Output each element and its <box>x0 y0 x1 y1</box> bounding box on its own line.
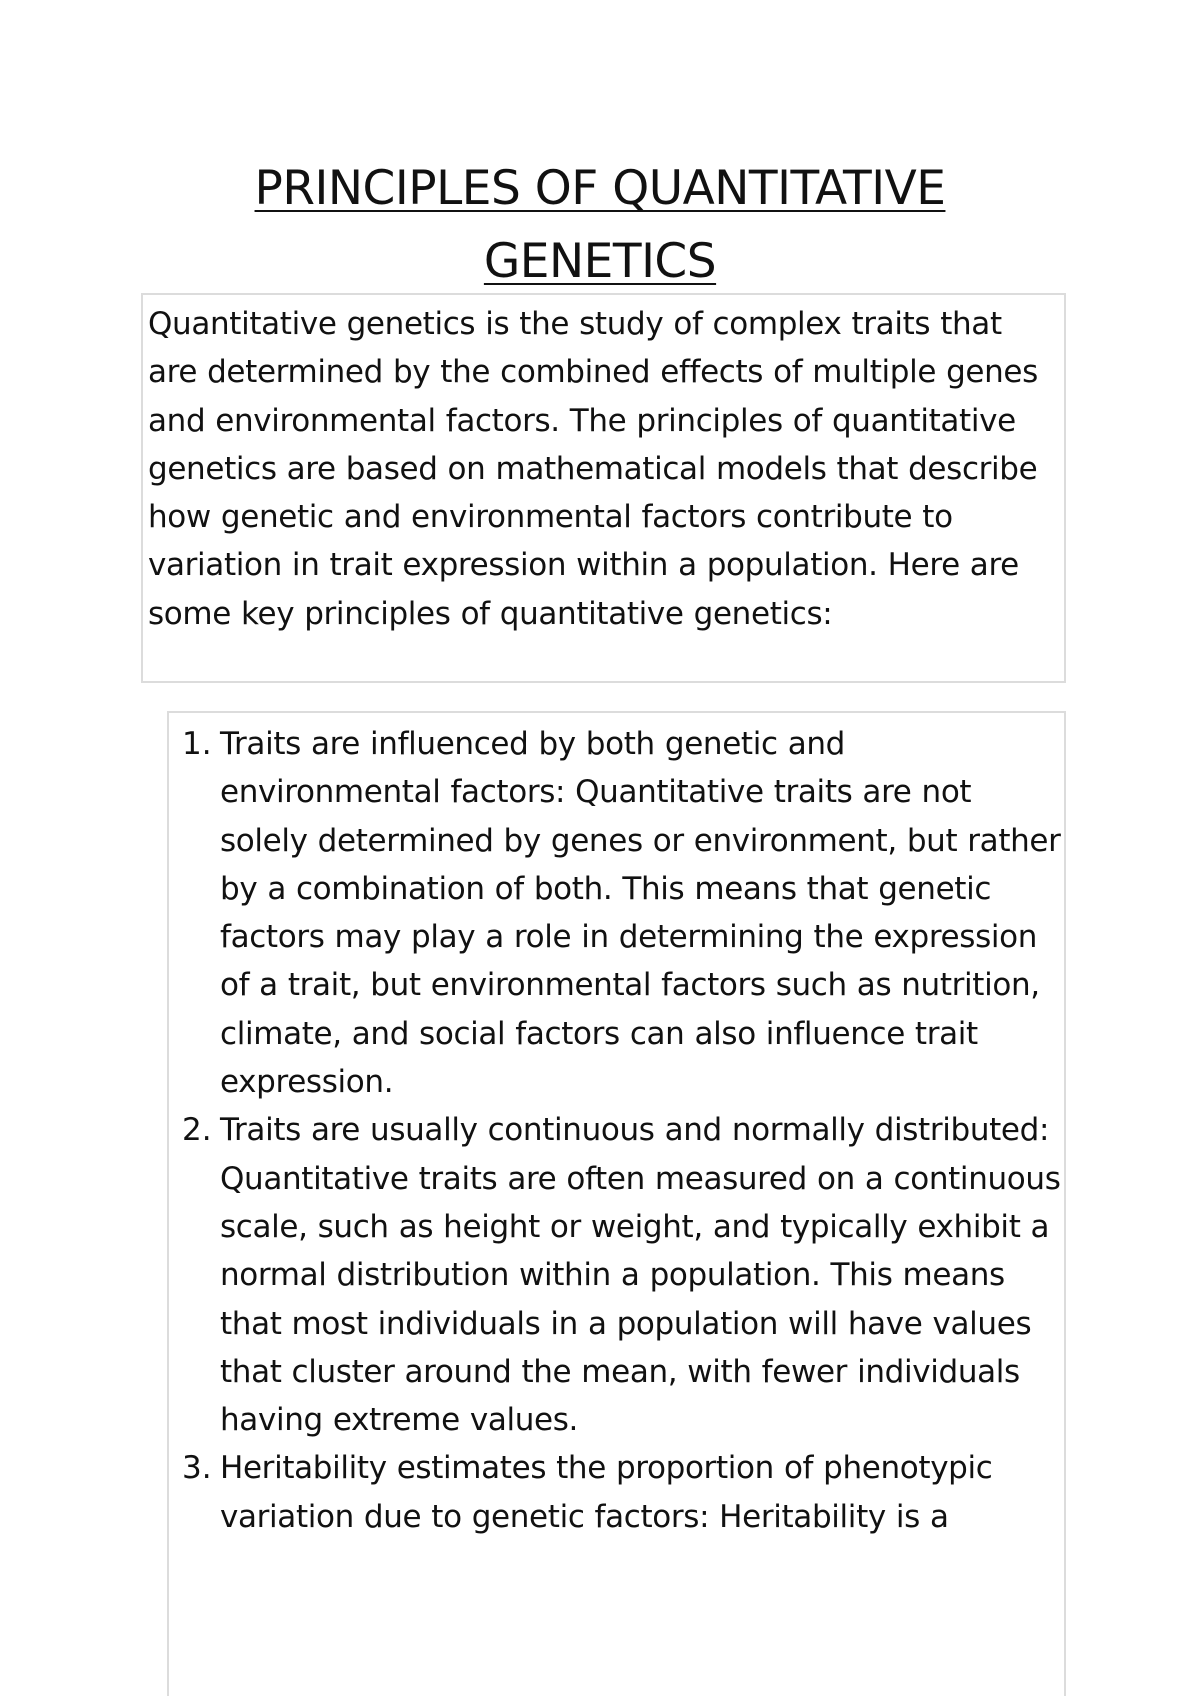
list-item-number: 3. <box>182 1450 212 1487</box>
list-item <box>169 1106 1064 1444</box>
list-item <box>169 720 1064 1106</box>
intro-text-box <box>141 293 1066 683</box>
list-item <box>169 1444 1064 1541</box>
list-item-text: Traits are usually continuous and normally distributed: Quantitative traits are often measured on a continuous scale, such as height or weight, and typically exhibit a normal distribution within a population. This means that most individuals in a population will have values that cluster around the mean, with fewer individuals having extreme values. <box>220 1112 1061 1439</box>
page-title: PRINCIPLES OF QUANTITATIVE GENETICS <box>254 161 946 289</box>
intro-paragraph: Quantitative genetics is the study of complex traits that are determined by the combined effects of multiple genes and environmental factors. The principles of quantitative genetics are based on mathematical models that describe how genetic and environmental factors contribute to variation in trait expression within a population. Here are some key principles of quantitative genetics: <box>148 306 1038 632</box>
list-item-text: Heritability estimates the proportion of phenotypic variation due to genetic factors: Heritability is a <box>220 1450 993 1535</box>
principles-list <box>169 720 1064 1541</box>
list-item-number: 2. <box>182 1112 212 1149</box>
list-item-text: Traits are influenced by both genetic and environmental factors: Quantitative traits are not solely determined by genes or environment, but rather by a combination of both. This means that genetic factors may play a role in determining the expression of a trait, but environmental factors such as nutrition, climate, and social factors can also influence trait expression. <box>220 726 1061 1101</box>
principles-list-box <box>167 711 1066 1696</box>
list-item-number: 1. <box>182 726 212 762</box>
